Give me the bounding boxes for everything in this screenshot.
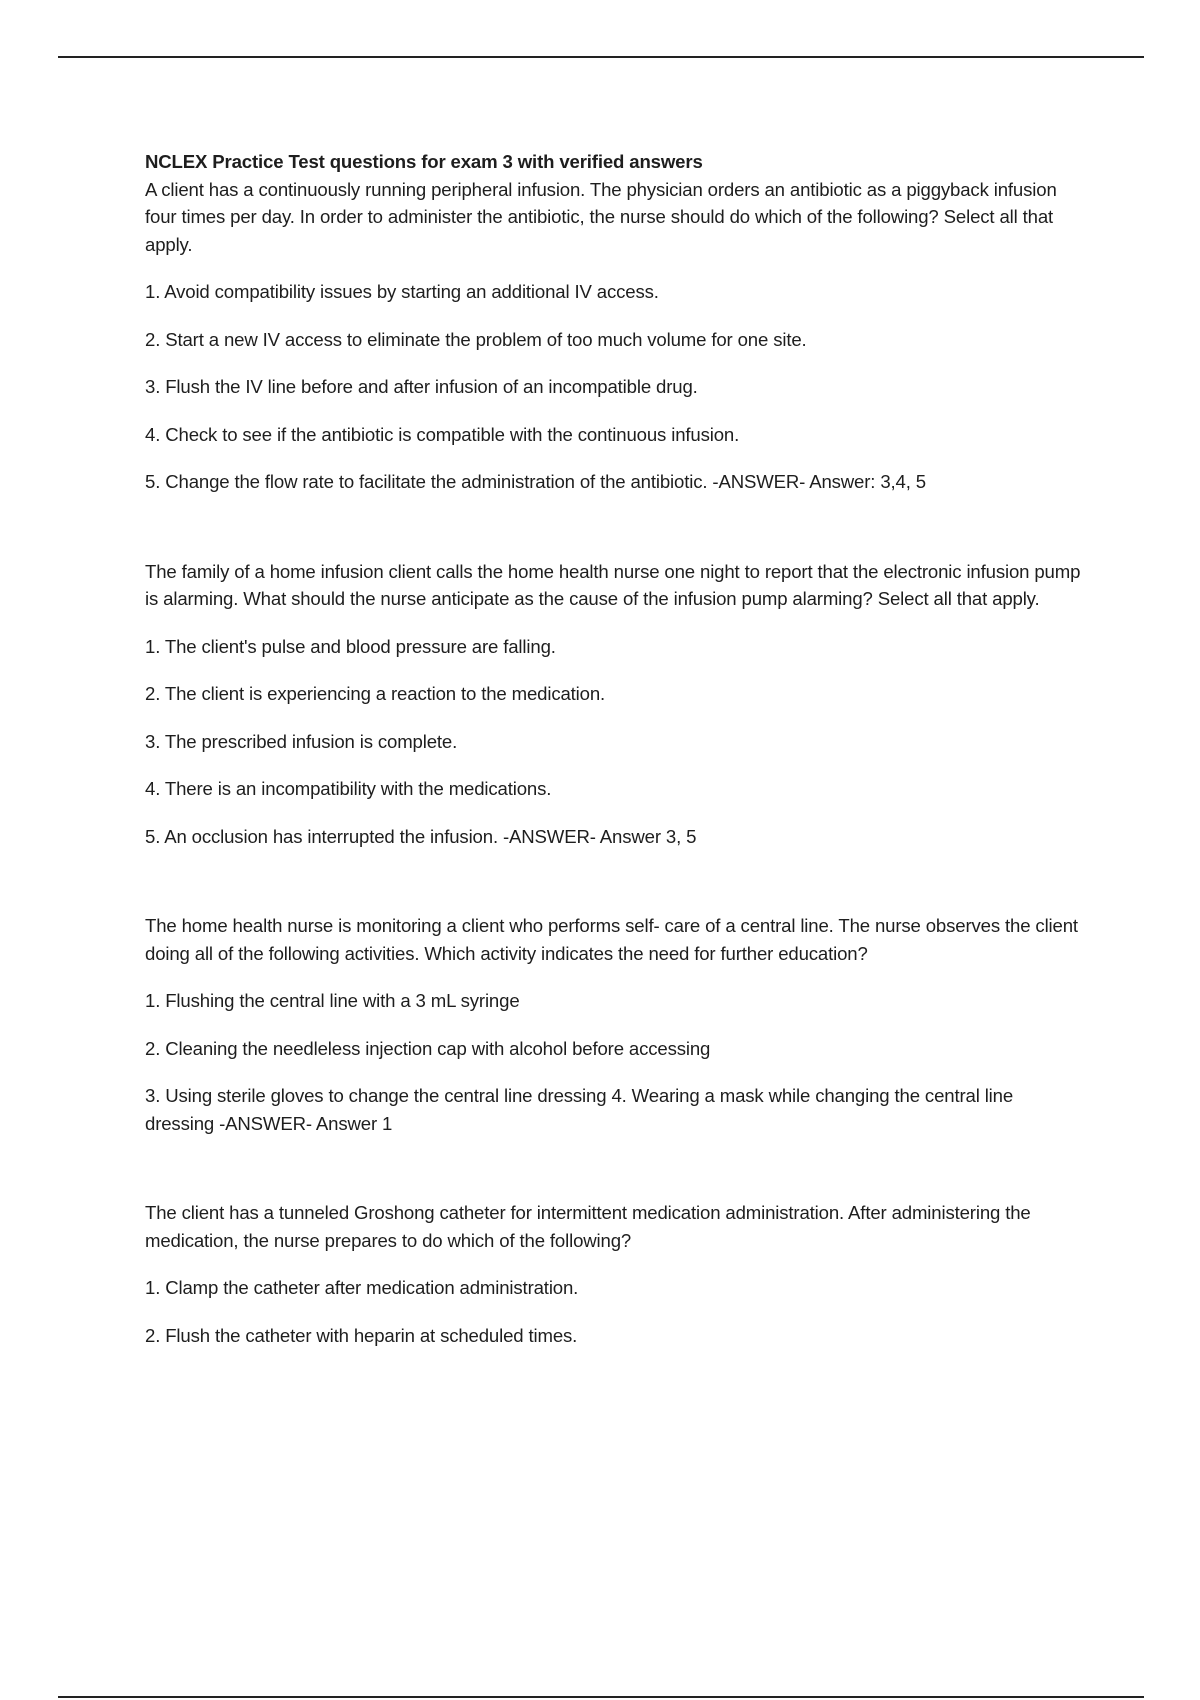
question-1: [145, 176, 1085, 496]
answer-option: 2. Flush the catheter with heparin at scheduled times.: [145, 1324, 578, 1346]
page-bottom-rule: [58, 1696, 1144, 1698]
answer-option: 2. The client is experiencing a reaction to the medication.: [145, 683, 606, 704]
answer-option: 1. The client's pulse and blood pressure are falling.: [145, 635, 556, 657]
answer-option: 3. Using sterile gloves to change the central line dressing 4. Wearing a mask while changing the central line dressing -ANSWER- Answer 1: [145, 1085, 1014, 1134]
answer-option: 2. Cleaning the needleless injection cap with alcohol before accessing: [145, 1037, 711, 1059]
question-2: [145, 558, 1085, 851]
answer-option: 5. Change the flow rate to facilitate the administration of the antibiotic. -ANSWER- Answer: 3,4, 5: [145, 471, 926, 492]
document-body: [145, 148, 1085, 1349]
answer-option: 2. Start a new IV access to eliminate the problem of too much volume for one site.: [145, 328, 807, 350]
answer-option: 1. Clamp the catheter after medication administration.: [145, 1277, 579, 1298]
question-stem: The home health nurse is monitoring a client who performs self- care of a central line. The nurse observes the client doing all of the following activities. Which activity indicates the need for further education?: [145, 915, 1078, 964]
answer-option: 5. An occlusion has interrupted the infusion. -ANSWER- Answer 3, 5: [145, 825, 697, 847]
question-stem: The family of a home infusion client calls the home health nurse one night to report that the electronic infusion pump is alarming. What should the nurse anticipate as the cause of the infusion pump alarming? Select all that apply.: [145, 560, 1081, 609]
document-title: NCLEX Practice Test questions for exam 3 with verified answers: [145, 151, 703, 172]
question-stem: The client has a tunneled Groshong catheter for intermittent medication administration. After administering the medication, the nurse prepares to do which of the following?: [145, 1202, 1031, 1251]
page-top-rule: [58, 56, 1144, 58]
answer-option: 1. Flushing the central line with a 3 mL syringe: [145, 990, 520, 1011]
answer-option: 3. Flush the IV line before and after infusion of an incompatible drug.: [145, 376, 698, 397]
question-4: [145, 1199, 1085, 1349]
answer-option: 1. Avoid compatibility issues by starting an additional IV access.: [145, 281, 659, 302]
answer-option: 4. There is an incompatibility with the medications.: [145, 778, 552, 799]
question-stem: A client has a continuously running peripheral infusion. The physician orders an antibiotic as a piggyback infusion four times per day. In order to administer the antibiotic, the nurse should do which of the following? Select all that apply.: [145, 178, 1057, 255]
answer-option: 3. The prescribed infusion is complete.: [145, 730, 458, 752]
answer-option: 4. Check to see if the antibiotic is compatible with the continuous infusion.: [145, 423, 740, 445]
question-3: [145, 912, 1085, 1137]
